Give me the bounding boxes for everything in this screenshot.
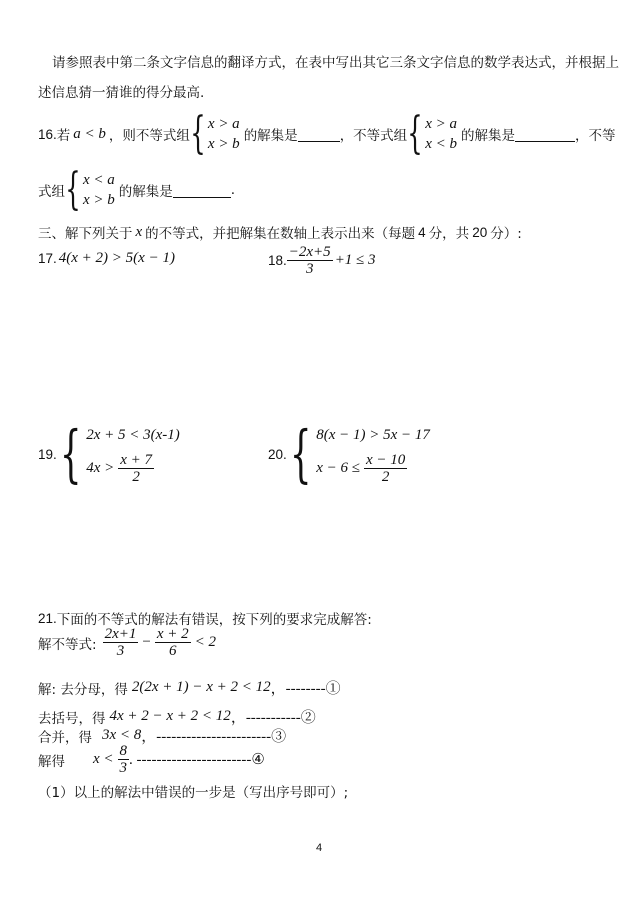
minus-sign: −	[142, 634, 151, 650]
points-each: 4	[418, 224, 426, 240]
q21-step-1	[38, 677, 341, 698]
system-row: 2x + 5 < 3(x-1)	[86, 426, 180, 443]
brace-symbol: {	[407, 108, 423, 159]
question-19	[38, 417, 180, 490]
q16-text: .	[230, 182, 236, 198]
answer-blank-1[interactable]	[298, 127, 340, 142]
fraction-numerator: 8	[119, 743, 128, 759]
fraction-denominator: 6	[168, 643, 177, 659]
step-label: 解: 去分母，得	[38, 681, 128, 698]
heading-text: 的不等式，并把解集在数轴上表示出来（每题	[145, 226, 416, 242]
brace-symbol: {	[59, 417, 82, 490]
fraction-numerator: −2x+5	[288, 244, 331, 260]
step-expression: 3x < 8	[102, 727, 142, 743]
fraction-denominator: 3	[119, 760, 128, 776]
system-row: x > b	[83, 192, 115, 208]
heading-variable: x	[135, 223, 143, 240]
intro-line-1: 请参照表中第二条文字信息的翻译方式，在表中写出其它三条文字信息的数学表达式，并根据上	[52, 55, 619, 71]
step-label: 合并，得	[38, 729, 92, 746]
q16-text: ，则不等式组	[108, 128, 190, 144]
question-text: 下面的不等式的解法有错误，按下列的要求完成解答:	[56, 612, 372, 628]
q21-step-2	[38, 706, 316, 727]
q16-text: 的解集是	[243, 128, 298, 144]
inequality-system-1	[190, 108, 240, 159]
system-row: x > a	[425, 116, 457, 132]
q21-step-4	[38, 743, 265, 776]
question-16-continued	[38, 164, 236, 215]
question-number: 17.	[38, 251, 57, 266]
step-label: 解得	[38, 753, 65, 770]
fraction-denominator: 3	[305, 261, 314, 277]
inequality-expression: +1 ≤ 3	[334, 252, 376, 268]
system-row-lhs: 4x >	[86, 460, 115, 476]
solve-label: 解不等式:	[38, 636, 97, 653]
fraction-numerator: x − 10	[366, 451, 406, 468]
answer-blank-2[interactable]	[515, 127, 575, 142]
heading-text: 三、解下列关于	[38, 226, 133, 242]
question-number: 19.	[38, 446, 57, 462]
inequality-expression: 4(x + 2) > 5(x − 1)	[58, 250, 175, 266]
fraction-numerator: x + 2	[156, 626, 189, 642]
question-number: 16.	[38, 126, 57, 142]
system-row: x > a	[207, 116, 240, 132]
system-row: 8(x − 1) > 5x − 17	[316, 426, 430, 443]
q16-text: 式组	[38, 184, 65, 200]
question-20	[268, 417, 430, 490]
step-marker: ，-----------------------③	[141, 729, 287, 745]
fraction-denominator: 3	[116, 643, 125, 659]
q16-text: 的解集是	[460, 128, 515, 144]
question-18	[268, 244, 376, 277]
q21-inequality	[38, 626, 216, 659]
step-marker: ，-----------②	[230, 710, 316, 726]
fraction	[287, 244, 333, 277]
q21-part-1: （1）以上的解法中错误的一步是（写出序号即可）;	[38, 785, 349, 801]
intro-line-2: 述信息猜一猜谁的得分最高.	[38, 85, 205, 101]
fraction	[364, 452, 407, 485]
brace-symbol: {	[289, 417, 312, 490]
fraction	[103, 626, 139, 659]
page-number: 4	[316, 842, 323, 854]
fraction-numerator: x + 7	[120, 451, 153, 468]
system-row: x > b	[207, 136, 240, 152]
question-number: 21.	[38, 610, 57, 626]
brace-symbol: {	[190, 108, 206, 159]
fraction-denominator: 2	[381, 468, 390, 485]
inequality-rhs: < 2	[194, 634, 216, 650]
inequality-system-2	[407, 108, 457, 159]
system-row: x < a	[83, 172, 115, 188]
inequality-system	[287, 417, 430, 490]
step-label: 去括号，得	[38, 710, 106, 727]
answer-blank-3[interactable]	[173, 183, 231, 198]
q16-text: ，不等式组	[339, 128, 408, 144]
question-number: 18.	[268, 253, 287, 268]
heading-text: 分）:	[490, 226, 522, 242]
inequality-system	[57, 417, 180, 490]
q16-text: 若	[56, 128, 71, 144]
question-16	[38, 108, 616, 159]
fraction-numerator: 2x+1	[104, 626, 137, 642]
fraction	[118, 452, 154, 485]
step-expression: x <	[93, 751, 114, 767]
q16-text: 的解集是	[118, 184, 173, 200]
inequality-system-3	[65, 164, 115, 215]
brace-symbol: {	[65, 164, 81, 215]
fraction-denominator: 2	[132, 468, 140, 485]
heading-text: 分，共	[428, 226, 470, 242]
step-expression: 2(2x + 1) − x + 2 < 12	[131, 679, 271, 695]
fraction	[118, 743, 130, 776]
question-number: 20.	[268, 446, 287, 462]
question-21-title	[38, 608, 372, 628]
section-3-heading	[38, 222, 522, 242]
fraction	[155, 626, 191, 659]
step-marker: . -----------------------④	[129, 752, 265, 768]
q16-text: ，不等	[574, 128, 616, 144]
step-marker: ，--------①	[270, 681, 341, 697]
q16-condition: a < b	[73, 125, 106, 142]
system-row-lhs: x − 6 ≤	[316, 460, 360, 476]
points-total: 20	[472, 224, 488, 240]
step-expression: 4x + 2 − x + 2 < 12	[109, 708, 231, 724]
system-row: x < b	[425, 136, 457, 152]
question-17	[38, 250, 175, 267]
